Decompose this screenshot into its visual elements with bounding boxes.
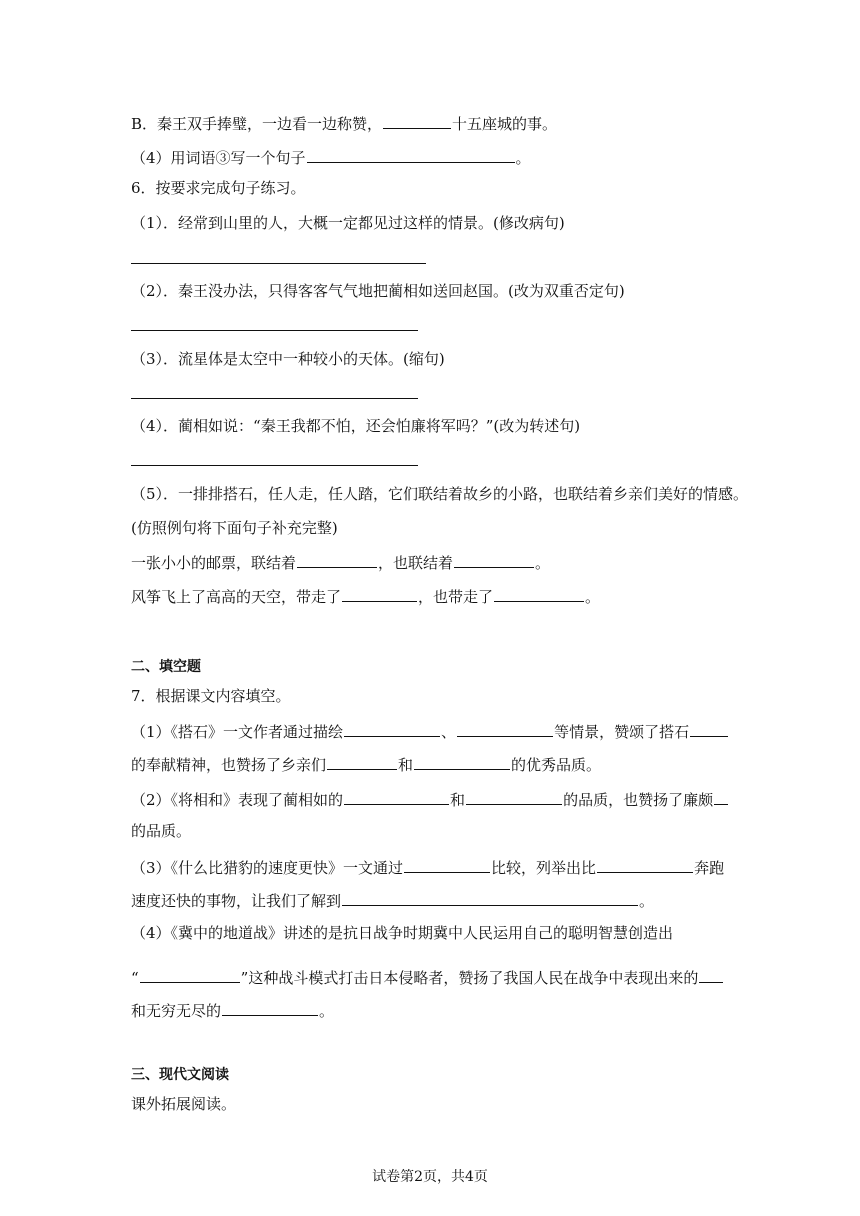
q7-title: 7．根据课文内容填空。 bbox=[131, 687, 291, 705]
blank[interactable] bbox=[466, 788, 562, 805]
answer-line[interactable] bbox=[131, 330, 418, 331]
q7-p2-line2: 的品质。 bbox=[131, 822, 192, 840]
q5-line-4: （4）用词语③写一个句子 。 bbox=[131, 146, 531, 168]
blank[interactable] bbox=[383, 112, 451, 129]
q7-p2-line1: （2）《将相和》表现了蔺相如的 和 的品质，也赞扬了廉颇 bbox=[131, 788, 729, 810]
q6-s1: （1）．经常到山里的人，大概一定都见过这样的情景。(修改病句) bbox=[131, 214, 565, 232]
blank[interactable] bbox=[714, 788, 728, 805]
q6-s5: （5）．一排排搭石，任人走，任人踏，它们联结着故乡的小路，也联结着乡亲们美好的情感。 bbox=[131, 485, 749, 503]
blank[interactable] bbox=[494, 585, 584, 602]
q6-s5-note: (仿照例句将下面句子补充完整) bbox=[131, 519, 338, 537]
blank[interactable] bbox=[342, 585, 417, 602]
answer-line[interactable] bbox=[131, 465, 418, 466]
answer-line[interactable] bbox=[131, 263, 426, 264]
section-title: 二、填空题 bbox=[131, 659, 201, 675]
q7-p4-line1: （4）《冀中的地道战》讲述的是抗日战争时期冀中人民运用自己的聪明智慧创造出 bbox=[131, 924, 674, 942]
q6-s3: （3）．流星体是太空中一种较小的天体。(缩句) bbox=[131, 350, 445, 368]
blank[interactable] bbox=[690, 720, 728, 737]
blank[interactable] bbox=[344, 788, 449, 805]
blank[interactable] bbox=[699, 966, 723, 983]
q7-p1-line1: （1）《搭石》一文作者通过描绘 、 等情景，赞颂了搭石 bbox=[131, 720, 729, 742]
blank[interactable] bbox=[404, 856, 490, 873]
blank[interactable] bbox=[342, 889, 638, 906]
q5-line-b: B．秦王双手捧璧，一边看一边称赞， 十五座城的事。 bbox=[131, 112, 557, 134]
q7-p1-line2: 的奉献精神，也赞扬了乡亲们 和 的优秀品质。 bbox=[131, 753, 601, 775]
blank[interactable] bbox=[344, 720, 440, 737]
page-footer: 试卷第2页，共4页 bbox=[372, 1169, 488, 1185]
blank[interactable] bbox=[297, 551, 377, 568]
q7-p3-line2: 速度还快的事物，让我们了解到 。 bbox=[131, 889, 654, 911]
blank[interactable] bbox=[457, 720, 553, 737]
blank[interactable] bbox=[140, 966, 240, 983]
q6-title: 6．按要求完成句子练习。 bbox=[131, 179, 306, 197]
reading-intro: 课外拓展阅读。 bbox=[131, 1095, 237, 1113]
q7-p4-line3: 和无穷无尽的 。 bbox=[131, 999, 334, 1021]
blank[interactable] bbox=[222, 999, 318, 1016]
q6-s2: （2）．秦王没办法，只得客客气气地把蔺相如送回赵国。(改为双重否定句) bbox=[131, 282, 625, 300]
blank[interactable] bbox=[454, 551, 534, 568]
blank[interactable] bbox=[414, 753, 510, 770]
blank[interactable] bbox=[597, 856, 693, 873]
blank[interactable] bbox=[327, 753, 397, 770]
q7-p3-line1: （3）《什么比猎豹的速度更快》一文通过 比较，列举出比 奔跑 bbox=[131, 856, 724, 878]
q6-s4: （4）．蔺相如说：“秦王我都不怕，还会怕廉将军吗？”(改为转述句) bbox=[131, 417, 581, 435]
answer-line[interactable] bbox=[131, 398, 418, 399]
section-title: 三、现代文阅读 bbox=[131, 1067, 229, 1083]
q7-p4-line2: “ ”这种战斗模式打击日本侵略者，赞扬了我国人民在战争中表现出来的 bbox=[131, 966, 724, 988]
q6-ex2: 风筝飞上了高高的天空，带走了 ，也带走了 。 bbox=[131, 585, 600, 607]
q6-ex1: 一张小小的邮票，联结着 ，也联结着 。 bbox=[131, 551, 550, 573]
blank[interactable] bbox=[307, 146, 515, 163]
